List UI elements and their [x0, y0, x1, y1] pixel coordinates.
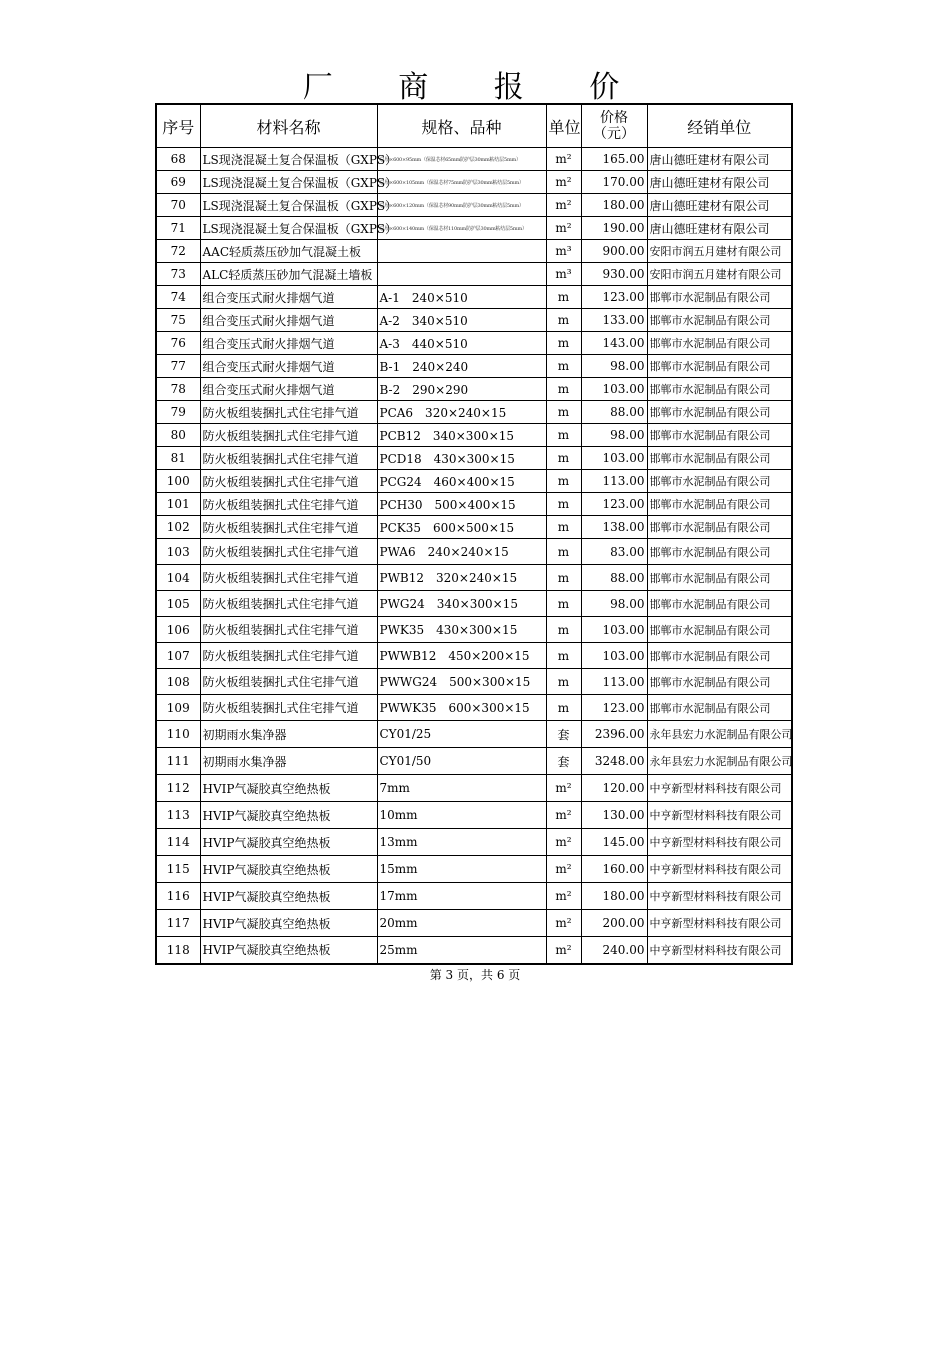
cell-no: 77 — [156, 355, 200, 378]
cell-name: 组合变压式耐火排烟气道 — [200, 286, 377, 309]
table-row — [156, 617, 792, 643]
cell-unit: m² — [546, 217, 581, 240]
table-row — [156, 447, 792, 470]
cell-no: 111 — [156, 748, 200, 775]
table-row — [156, 669, 792, 695]
cell-name: 防火板组装捆扎式住宅排气道 — [200, 493, 377, 516]
cell-spec: PCD18 430×300×15 — [377, 447, 546, 470]
cell-dealer: 中亨新型材料科技有限公司 — [647, 856, 792, 883]
cell-dealer: 邯郸市水泥制品有限公司 — [647, 378, 792, 401]
cell-name: HVIP气凝胶真空绝热板 — [200, 775, 377, 802]
table-row — [156, 883, 792, 910]
cell-unit: m² — [546, 829, 581, 856]
table-row — [156, 424, 792, 447]
header-price-line1: 价格 — [600, 110, 628, 126]
cell-name: HVIP气凝胶真空绝热板 — [200, 802, 377, 829]
cell-unit: m² — [546, 910, 581, 937]
cell-name: AAC轻质蒸压砂加气混凝土板 — [200, 240, 377, 263]
cell-price: 180.00 — [581, 883, 647, 910]
cell-spec: 25mm — [377, 937, 546, 964]
cell-unit: m² — [546, 937, 581, 964]
cell-unit: m³ — [546, 240, 581, 263]
cell-no: 102 — [156, 516, 200, 539]
cell-name: 防火板组装捆扎式住宅排气道 — [200, 643, 377, 669]
table-row — [156, 591, 792, 617]
cell-spec: A-1 240×510 — [377, 286, 546, 309]
cell-no: 114 — [156, 829, 200, 856]
cell-no: 105 — [156, 591, 200, 617]
cell-no: 79 — [156, 401, 200, 424]
cell-name: 防火板组装捆扎式住宅排气道 — [200, 401, 377, 424]
cell-no: 71 — [156, 217, 200, 240]
cell-name: 初期雨水集净器 — [200, 721, 377, 748]
table-row — [156, 695, 792, 721]
cell-spec: B-1 240×240 — [377, 355, 546, 378]
cell-price: 180.00 — [581, 194, 647, 217]
cell-dealer: 邯郸市水泥制品有限公司 — [647, 332, 792, 355]
table-row — [156, 802, 792, 829]
cell-dealer: 邯郸市水泥制品有限公司 — [647, 565, 792, 591]
cell-dealer: 唐山德旺建材有限公司 — [647, 194, 792, 217]
cell-no: 112 — [156, 775, 200, 802]
cell-dealer: 邯郸市水泥制品有限公司 — [647, 447, 792, 470]
price-table — [155, 103, 793, 965]
cell-unit: m — [546, 447, 581, 470]
cell-no: 115 — [156, 856, 200, 883]
cell-price: 98.00 — [581, 355, 647, 378]
cell-name: 防火板组装捆扎式住宅排气道 — [200, 424, 377, 447]
cell-spec: PWWG24 500×300×15 — [377, 669, 546, 695]
cell-dealer: 安阳市润五月建材有限公司 — [647, 263, 792, 286]
cell-unit: m² — [546, 775, 581, 802]
cell-price: 83.00 — [581, 539, 647, 565]
page-title: 厂 商 报 价 — [302, 70, 648, 105]
cell-name: 防火板组装捆扎式住宅排气道 — [200, 447, 377, 470]
cell-dealer: 唐山德旺建材有限公司 — [647, 171, 792, 194]
cell-spec: 总厚×600×105mm（保温芯材75mm防护层30mm粘结层5mm） — [377, 171, 546, 194]
cell-dealer: 邯郸市水泥制品有限公司 — [647, 591, 792, 617]
cell-unit: m — [546, 424, 581, 447]
cell-spec: 10mm — [377, 802, 546, 829]
cell-no: 73 — [156, 263, 200, 286]
header-unit: 单位 — [546, 104, 581, 148]
cell-price: 123.00 — [581, 493, 647, 516]
cell-price: 130.00 — [581, 802, 647, 829]
cell-spec: 17mm — [377, 883, 546, 910]
table-row — [156, 378, 792, 401]
cell-price: 2396.00 — [581, 721, 647, 748]
cell-dealer: 邯郸市水泥制品有限公司 — [647, 669, 792, 695]
cell-name: HVIP气凝胶真空绝热板 — [200, 856, 377, 883]
cell-unit: m — [546, 565, 581, 591]
cell-dealer: 邯郸市水泥制品有限公司 — [647, 643, 792, 669]
cell-unit: m — [546, 617, 581, 643]
cell-price: 160.00 — [581, 856, 647, 883]
table-row — [156, 240, 792, 263]
table-row — [156, 286, 792, 309]
cell-unit: m — [546, 695, 581, 721]
cell-price: 3248.00 — [581, 748, 647, 775]
cell-name: 防火板组装捆扎式住宅排气道 — [200, 565, 377, 591]
table-row — [156, 263, 792, 286]
cell-no: 69 — [156, 171, 200, 194]
cell-spec: 总厚×600×95mm（保温芯材65mm防护层30mm粘结层5mm） — [377, 148, 546, 171]
cell-unit: m — [546, 470, 581, 493]
cell-name: HVIP气凝胶真空绝热板 — [200, 910, 377, 937]
table-row — [156, 748, 792, 775]
cell-spec: PCA6 320×240×15 — [377, 401, 546, 424]
cell-price: 103.00 — [581, 447, 647, 470]
cell-unit: m — [546, 401, 581, 424]
table-row — [156, 355, 792, 378]
header-price-line2: （元） — [593, 126, 635, 142]
cell-no: 118 — [156, 937, 200, 964]
table-row — [156, 194, 792, 217]
cell-price: 98.00 — [581, 424, 647, 447]
cell-price: 123.00 — [581, 695, 647, 721]
cell-spec: A-2 340×510 — [377, 309, 546, 332]
cell-dealer: 中亨新型材料科技有限公司 — [647, 937, 792, 964]
cell-spec: PWK35 430×300×15 — [377, 617, 546, 643]
cell-unit: m² — [546, 148, 581, 171]
cell-spec: PCH30 500×400×15 — [377, 493, 546, 516]
header-dealer: 经销单位 — [647, 104, 792, 148]
cell-spec: PCK35 600×500×15 — [377, 516, 546, 539]
page-footer: 第 3 页，共 6 页 — [429, 968, 521, 982]
cell-name: HVIP气凝胶真空绝热板 — [200, 937, 377, 964]
cell-unit: m — [546, 355, 581, 378]
cell-price: 123.00 — [581, 286, 647, 309]
cell-unit: m — [546, 286, 581, 309]
cell-no: 108 — [156, 669, 200, 695]
cell-price: 120.00 — [581, 775, 647, 802]
table-body — [156, 148, 792, 964]
cell-price: 88.00 — [581, 401, 647, 424]
cell-spec: PWWK35 600×300×15 — [377, 695, 546, 721]
cell-no: 80 — [156, 424, 200, 447]
cell-no: 117 — [156, 910, 200, 937]
cell-price: 170.00 — [581, 171, 647, 194]
table-row — [156, 217, 792, 240]
cell-name: 初期雨水集净器 — [200, 748, 377, 775]
cell-no: 104 — [156, 565, 200, 591]
header-price — [581, 104, 647, 148]
header-name: 材料名称 — [200, 104, 377, 148]
cell-name: 组合变压式耐火排烟气道 — [200, 309, 377, 332]
cell-spec: PWG24 340×300×15 — [377, 591, 546, 617]
cell-spec: PWB12 320×240×15 — [377, 565, 546, 591]
cell-dealer: 邯郸市水泥制品有限公司 — [647, 470, 792, 493]
table-row — [156, 332, 792, 355]
cell-dealer: 邯郸市水泥制品有限公司 — [647, 401, 792, 424]
cell-price: 900.00 — [581, 240, 647, 263]
cell-spec — [377, 240, 546, 263]
cell-no: 101 — [156, 493, 200, 516]
cell-dealer: 邯郸市水泥制品有限公司 — [647, 424, 792, 447]
cell-price: 143.00 — [581, 332, 647, 355]
cell-price: 113.00 — [581, 669, 647, 695]
cell-spec: 15mm — [377, 856, 546, 883]
cell-spec: CY01/25 — [377, 721, 546, 748]
cell-no: 75 — [156, 309, 200, 332]
cell-no: 103 — [156, 539, 200, 565]
cell-price: 200.00 — [581, 910, 647, 937]
cell-dealer: 中亨新型材料科技有限公司 — [647, 802, 792, 829]
cell-dealer: 永年县宏力水泥制品有限公司 — [647, 721, 792, 748]
header-no: 序号 — [156, 104, 200, 148]
cell-dealer: 中亨新型材料科技有限公司 — [647, 775, 792, 802]
cell-price: 165.00 — [581, 148, 647, 171]
cell-price: 98.00 — [581, 591, 647, 617]
cell-unit: m³ — [546, 263, 581, 286]
cell-spec: 总厚×600×140mm（保温芯材110mm防护层30mm粘结层5mm） — [377, 217, 546, 240]
cell-dealer: 邯郸市水泥制品有限公司 — [647, 493, 792, 516]
cell-unit: m² — [546, 194, 581, 217]
cell-dealer: 邯郸市水泥制品有限公司 — [647, 695, 792, 721]
table-row — [156, 910, 792, 937]
cell-spec: CY01/50 — [377, 748, 546, 775]
cell-spec: PWA6 240×240×15 — [377, 539, 546, 565]
cell-name: LS现浇混凝土复合保温板（GXPS） — [200, 217, 377, 240]
cell-name: 组合变压式耐火排烟气道 — [200, 332, 377, 355]
cell-dealer: 邯郸市水泥制品有限公司 — [647, 516, 792, 539]
cell-no: 109 — [156, 695, 200, 721]
cell-spec: PCG24 460×400×15 — [377, 470, 546, 493]
table-row — [156, 539, 792, 565]
cell-no: 116 — [156, 883, 200, 910]
table-row — [156, 516, 792, 539]
cell-dealer: 邯郸市水泥制品有限公司 — [647, 355, 792, 378]
cell-price: 103.00 — [581, 378, 647, 401]
cell-name: LS现浇混凝土复合保温板（GXPS） — [200, 194, 377, 217]
table-row — [156, 643, 792, 669]
table-header-row — [156, 104, 792, 148]
cell-dealer: 邯郸市水泥制品有限公司 — [647, 539, 792, 565]
cell-spec: PCB12 340×300×15 — [377, 424, 546, 447]
cell-dealer: 安阳市润五月建材有限公司 — [647, 240, 792, 263]
cell-unit: m — [546, 591, 581, 617]
table-row — [156, 171, 792, 194]
cell-name: LS现浇混凝土复合保温板（GXPS） — [200, 171, 377, 194]
cell-spec: PWWB12 450×200×15 — [377, 643, 546, 669]
table-row — [156, 493, 792, 516]
cell-no: 76 — [156, 332, 200, 355]
cell-dealer: 中亨新型材料科技有限公司 — [647, 829, 792, 856]
cell-price: 103.00 — [581, 617, 647, 643]
table-row — [156, 775, 792, 802]
cell-spec: 7mm — [377, 775, 546, 802]
cell-price: 103.00 — [581, 643, 647, 669]
cell-name: 防火板组装捆扎式住宅排气道 — [200, 591, 377, 617]
cell-dealer: 邯郸市水泥制品有限公司 — [647, 286, 792, 309]
cell-unit: m — [546, 669, 581, 695]
cell-unit: m — [546, 309, 581, 332]
cell-dealer: 唐山德旺建材有限公司 — [647, 148, 792, 171]
cell-dealer: 中亨新型材料科技有限公司 — [647, 910, 792, 937]
cell-name: 防火板组装捆扎式住宅排气道 — [200, 470, 377, 493]
cell-unit: m — [546, 643, 581, 669]
cell-no: 100 — [156, 470, 200, 493]
table-row — [156, 856, 792, 883]
cell-unit: m² — [546, 883, 581, 910]
cell-dealer: 邯郸市水泥制品有限公司 — [647, 309, 792, 332]
cell-name: ALC轻质蒸压砂加气混凝土墙板 — [200, 263, 377, 286]
cell-dealer: 唐山德旺建材有限公司 — [647, 217, 792, 240]
cell-spec: 20mm — [377, 910, 546, 937]
cell-no: 110 — [156, 721, 200, 748]
cell-spec: 13mm — [377, 829, 546, 856]
cell-unit: m — [546, 332, 581, 355]
table-row — [156, 148, 792, 171]
cell-unit: m² — [546, 171, 581, 194]
table-row — [156, 565, 792, 591]
cell-name: 防火板组装捆扎式住宅排气道 — [200, 516, 377, 539]
cell-no: 72 — [156, 240, 200, 263]
cell-spec — [377, 263, 546, 286]
cell-unit: m — [546, 516, 581, 539]
cell-spec: B-2 290×290 — [377, 378, 546, 401]
cell-price: 113.00 — [581, 470, 647, 493]
cell-price: 240.00 — [581, 937, 647, 964]
cell-no: 68 — [156, 148, 200, 171]
header-spec: 规格、品种 — [377, 104, 546, 148]
table-row — [156, 829, 792, 856]
cell-spec: A-3 440×510 — [377, 332, 546, 355]
cell-unit: m — [546, 378, 581, 401]
cell-name: HVIP气凝胶真空绝热板 — [200, 829, 377, 856]
cell-unit: m — [546, 493, 581, 516]
cell-name: 防火板组装捆扎式住宅排气道 — [200, 695, 377, 721]
table-row — [156, 401, 792, 424]
cell-no: 70 — [156, 194, 200, 217]
cell-unit: m² — [546, 802, 581, 829]
cell-no: 113 — [156, 802, 200, 829]
table-row — [156, 309, 792, 332]
cell-unit: 套 — [546, 721, 581, 748]
cell-name: 组合变压式耐火排烟气道 — [200, 355, 377, 378]
cell-price: 133.00 — [581, 309, 647, 332]
cell-price: 138.00 — [581, 516, 647, 539]
cell-no: 78 — [156, 378, 200, 401]
cell-name: 防火板组装捆扎式住宅排气道 — [200, 539, 377, 565]
cell-dealer: 永年县宏力水泥制品有限公司 — [647, 748, 792, 775]
cell-no: 106 — [156, 617, 200, 643]
cell-no: 74 — [156, 286, 200, 309]
cell-price: 88.00 — [581, 565, 647, 591]
cell-price: 190.00 — [581, 217, 647, 240]
cell-name: LS现浇混凝土复合保温板（GXPS） — [200, 148, 377, 171]
cell-name: 组合变压式耐火排烟气道 — [200, 378, 377, 401]
cell-name: 防火板组装捆扎式住宅排气道 — [200, 669, 377, 695]
cell-unit: m² — [546, 856, 581, 883]
cell-dealer: 邯郸市水泥制品有限公司 — [647, 617, 792, 643]
cell-no: 81 — [156, 447, 200, 470]
table-row — [156, 470, 792, 493]
table-row — [156, 937, 792, 964]
table-row — [156, 721, 792, 748]
cell-price: 145.00 — [581, 829, 647, 856]
cell-name: 防火板组装捆扎式住宅排气道 — [200, 617, 377, 643]
cell-name: HVIP气凝胶真空绝热板 — [200, 883, 377, 910]
cell-spec: 总厚×600×120mm（保温芯材90mm防护层30mm粘结层5mm） — [377, 194, 546, 217]
cell-price: 930.00 — [581, 263, 647, 286]
cell-dealer: 中亨新型材料科技有限公司 — [647, 883, 792, 910]
cell-unit: 套 — [546, 748, 581, 775]
cell-unit: m — [546, 539, 581, 565]
cell-no: 107 — [156, 643, 200, 669]
